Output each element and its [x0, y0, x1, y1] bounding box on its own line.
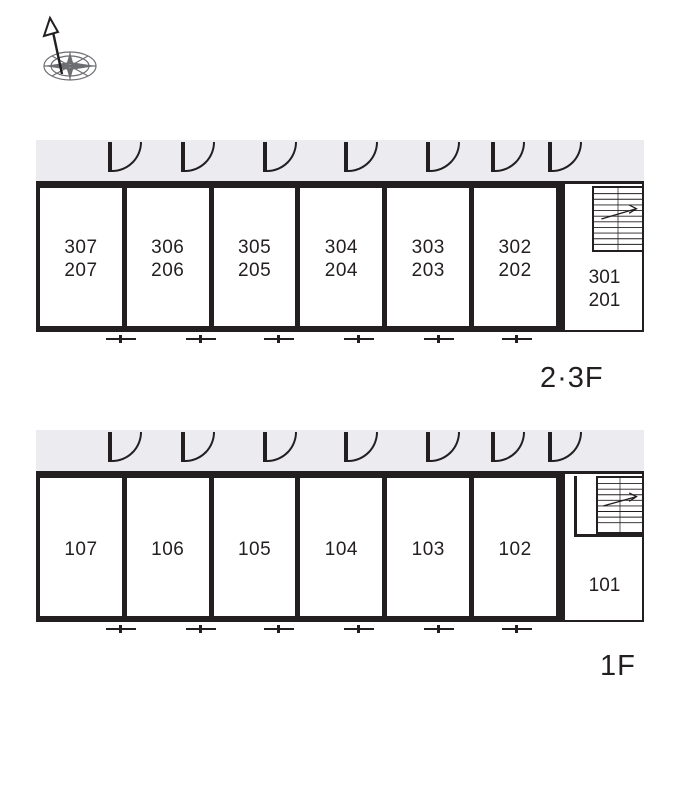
door-icon: [344, 142, 378, 172]
unit-label: 205: [237, 260, 272, 281]
unit-label: 101: [588, 575, 621, 596]
unit-label: 107: [64, 539, 98, 560]
door-icon: [491, 142, 525, 172]
unit-label: 304: [324, 237, 358, 258]
door-icon: [263, 432, 297, 462]
unit-305-205: [214, 188, 301, 326]
floor-plan-2-3f: [36, 140, 644, 348]
door-icon: [263, 142, 297, 172]
unit-label: 103: [411, 539, 445, 560]
door-icon: [108, 432, 142, 462]
unit-103: [387, 478, 474, 616]
door-icon: [181, 142, 215, 172]
unit-label: 202: [498, 260, 532, 281]
unit-306-206: [127, 188, 214, 326]
unit-105: [214, 478, 301, 616]
unit-label: 204: [324, 260, 358, 281]
stairs-glyph: [598, 478, 642, 532]
window-icon: [424, 335, 454, 343]
unit-label: 203: [411, 260, 445, 281]
window-icon: [344, 335, 374, 343]
door-icon: [426, 142, 460, 172]
door-icon: [548, 142, 582, 172]
unit-label: 307: [64, 237, 98, 258]
compass-icon: [22, 8, 114, 100]
stairs-glyph: [594, 188, 642, 250]
compass-north-arrow: [22, 8, 114, 100]
window-icon: [264, 625, 294, 633]
unit-303-203: [387, 188, 474, 326]
door-icon: [108, 142, 142, 172]
unit-307-207: [36, 188, 127, 326]
door-icon: [491, 432, 525, 462]
unit-label: 105: [237, 539, 272, 560]
door-icon: [181, 432, 215, 462]
unit-label: 104: [324, 539, 358, 560]
entry-wall-line: [574, 534, 644, 537]
window-icon: [106, 335, 136, 343]
unit-304-204: [300, 188, 387, 326]
floor-caption-1f: 1F: [600, 650, 636, 682]
window-icon: [424, 625, 454, 633]
entry-wall-line-vertical: [574, 476, 577, 536]
unit-label: 207: [64, 260, 98, 281]
unit-label: 102: [498, 539, 532, 560]
stairs-icon: [596, 476, 644, 534]
unit-row: [36, 474, 561, 620]
floor-caption-2-3f: 2·3F: [540, 362, 604, 394]
unit-107: [36, 478, 127, 616]
window-icon: [264, 335, 294, 343]
window-icon: [502, 335, 532, 343]
window-icon: [502, 625, 532, 633]
unit-106: [127, 478, 214, 616]
unit-104: [300, 478, 387, 616]
unit-label: 303: [411, 237, 445, 258]
door-icon: [344, 432, 378, 462]
unit-label: 302: [498, 237, 532, 258]
unit-label: 106: [151, 539, 185, 560]
unit-row: [36, 184, 561, 330]
window-icon: [186, 625, 216, 633]
window-icon: [344, 625, 374, 633]
door-icon: [426, 432, 460, 462]
unit-label: 305: [237, 237, 272, 258]
floor-plan-1f: [36, 430, 644, 638]
door-icon: [548, 432, 582, 462]
unit-102: [474, 478, 561, 616]
unit-label: 306: [151, 237, 185, 258]
window-icon: [106, 625, 136, 633]
unit-302-202: [474, 188, 561, 326]
unit-label: 201: [588, 290, 621, 311]
stairs-icon: [592, 186, 644, 252]
unit-label: 206: [151, 260, 185, 281]
unit-label: 301: [588, 267, 621, 288]
window-icon: [186, 335, 216, 343]
